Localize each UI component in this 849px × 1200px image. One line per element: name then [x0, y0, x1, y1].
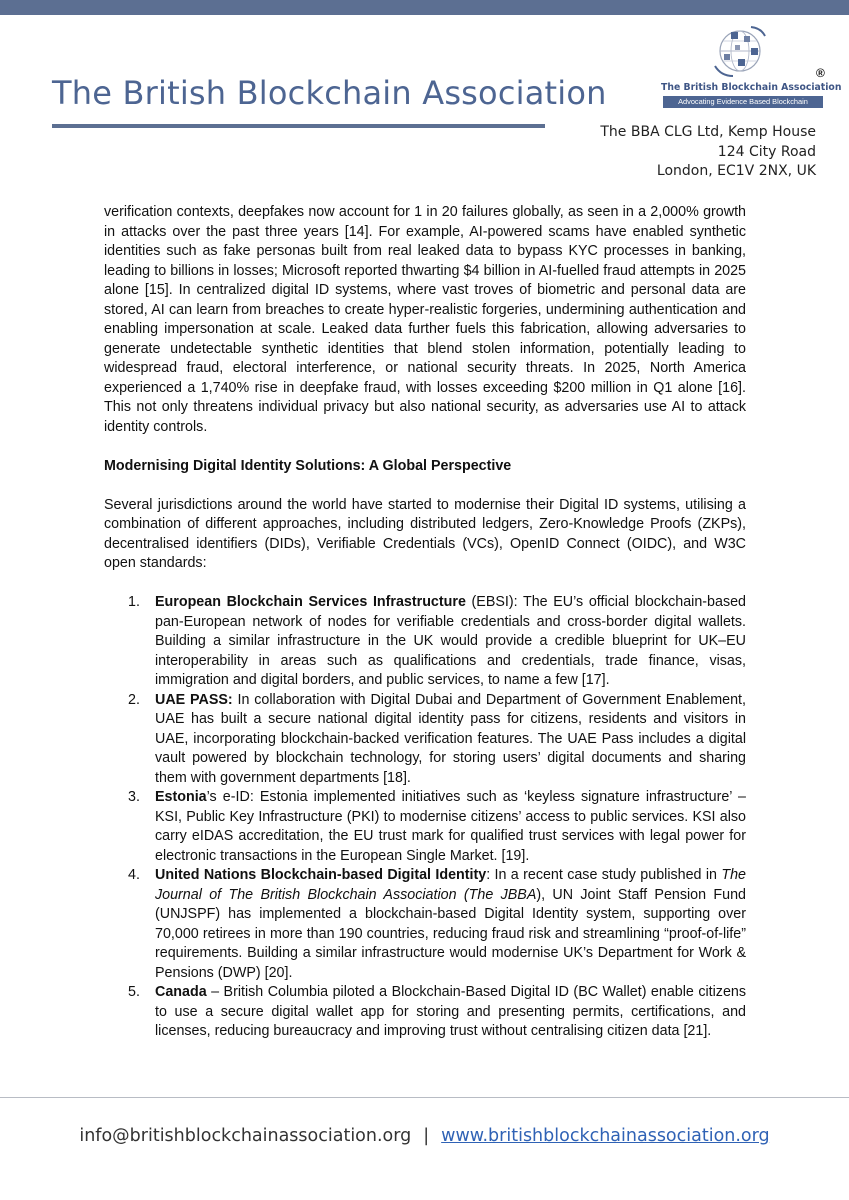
- item-title: Estonia: [155, 789, 207, 805]
- list-item: [104, 866, 746, 983]
- address-line: London, EC1V 2NX, UK: [656, 163, 816, 179]
- list-number: 2.: [128, 691, 140, 708]
- item-title: UAE PASS:: [155, 691, 233, 708]
- organization-title: The British Blockchain Association: [52, 74, 607, 112]
- list-item: [104, 788, 746, 866]
- footer-divider: [0, 1097, 849, 1098]
- logo-organization-name: The British Blockchain Association: [661, 82, 842, 93]
- item-text: : In a recent case study published in: [486, 867, 722, 883]
- footer-separator: |: [423, 1126, 430, 1146]
- list-item: [104, 983, 746, 1042]
- top-bar: [0, 0, 849, 15]
- postal-address: [600, 123, 816, 182]
- list-item: [104, 593, 746, 691]
- registered-mark: ®: [816, 66, 825, 80]
- website-link[interactable]: www.britishblockchainassociation.org: [441, 1126, 770, 1146]
- list-number: 1.: [128, 594, 140, 610]
- title-underline: [52, 124, 545, 128]
- item-title: United Nations Blockchain-based Digital Identity: [155, 867, 487, 883]
- footer: [0, 1126, 849, 1146]
- address-line: The BBA CLG Ltd, Kemp House: [600, 124, 816, 140]
- list-number: 4.: [128, 867, 140, 883]
- section-heading: Modernising Digital Identity Solutions: A Global Perspective: [104, 457, 512, 474]
- initiatives-list: [104, 593, 746, 1042]
- item-text: – British Columbia piloted a Blockchain-Based Digital ID (BC Wallet) enable citizens to use a secure digital wallet app for storing and presenting permits, certifications, and licenses, reducing bureaucracy and improving trust without centralising citizen data [21].: [155, 984, 746, 1039]
- section-intro-paragraph: Several jurisdictions around the world have started to modernise their Digital ID systems, utilising a combination of different approaches, including distributed ledgers, Zero-Knowledge Proofs (ZKPs), decentralised identifiers (DIDs), Verifiable Credentials (VCs), OpenID Connect (OIDC), and W3C open standards:: [104, 496, 746, 571]
- list-number: 3.: [128, 789, 140, 805]
- list-number: 5.: [128, 984, 140, 1000]
- intro-paragraph: verification contexts, deepfakes now account for 1 in 20 failures globally, as seen in a 2,000% growth in attacks over the past three years [14]. For example, AI-powered scams have enabled synthetic identities such as fake personas built from real leaked data to bypass KYC processes in banking, leading to billions in losses; Microsoft reported thwarting $4 billion in AI-fuelled fraud attempts in 2025 alone [15]. In centralized digital ID systems, where vast troves of biometric and personal data are stored, AI can learn from breaches to create hyper-realistic forgeries, undermining authentication and enabling impersonation at scale. Leaked data further fuels this fabrication, allowing adversaries to generate undetectable synthetic identities that blend stolen information, potentially leading to widespread fraud, electoral interference, or national security threats. In 2025, North America experienced a 1,740% rise in deepfake fraud, with losses exceeding $200 million in Q1 alone [16]. This not only threatens individual privacy but also national security, as adversaries use AI to attack identity controls.: [104, 204, 746, 435]
- item-text: In collaboration with Digital Dubai and Department of Government Enablement, UAE has built a secure national digital identity pass for citizens, residents and visitors in UAE, incorporating blockchain-backed verification features. The UAE Pass includes a digital vault powered by blockchain technology, for storing users’ digital documents and sharing them with government departments [18].: [155, 691, 747, 786]
- list-item: [104, 691, 746, 789]
- document-body: [104, 203, 746, 1042]
- address-line: 124 City Road: [717, 143, 816, 160]
- item-text: (EBSI): The EU’s official blockchain-based pan-European network of nodes for verifiable credentials and cross-border digital wallets. Building a similar infrastructure in the UK would provide a credible blueprint for UK–EU interoperability in areas such as qualifications and credentials, trade finance, visas, immigration and digital borders, and public services, to name a few [17].: [155, 594, 746, 688]
- journal-title: The Journal of The British Blockchain Association (The JBBA: [155, 867, 746, 903]
- email-link[interactable]: info@britishblockchainassociation.org: [79, 1126, 412, 1146]
- item-text: ’s e-ID: Estonia implemented initiatives such as ‘keyless signature infrastructure’ – KSI, Public Key Infrastructure (PKI) to modernise citizens’ access to public services. KSI also carry eIDAS accreditation, the EU trust mark for qualified trust services with legal power for electronic transactions in the European Single Market. [19].: [155, 789, 746, 864]
- item-title: European Blockchain Services Infrastructure: [155, 594, 466, 610]
- blockchain-globe-icon: [711, 26, 769, 78]
- item-title: Canada: [155, 984, 207, 1000]
- logo-tagline: Advocating Evidence Based Blockchain: [663, 96, 823, 108]
- item-text-continued: ), UN Joint Staff Pension Fund (UNJSPF) has implemented a blockchain-based Digital Identity system, supporting over 70,000 retirees in more than 190 countries, reducing fraud risk and streamlining “proof-of-life” requirements. Building a similar infrastructure would modernise UK’s Department for Work & Pensions (DWP) [20].: [155, 886, 746, 981]
- bba-logo: [661, 26, 842, 112]
